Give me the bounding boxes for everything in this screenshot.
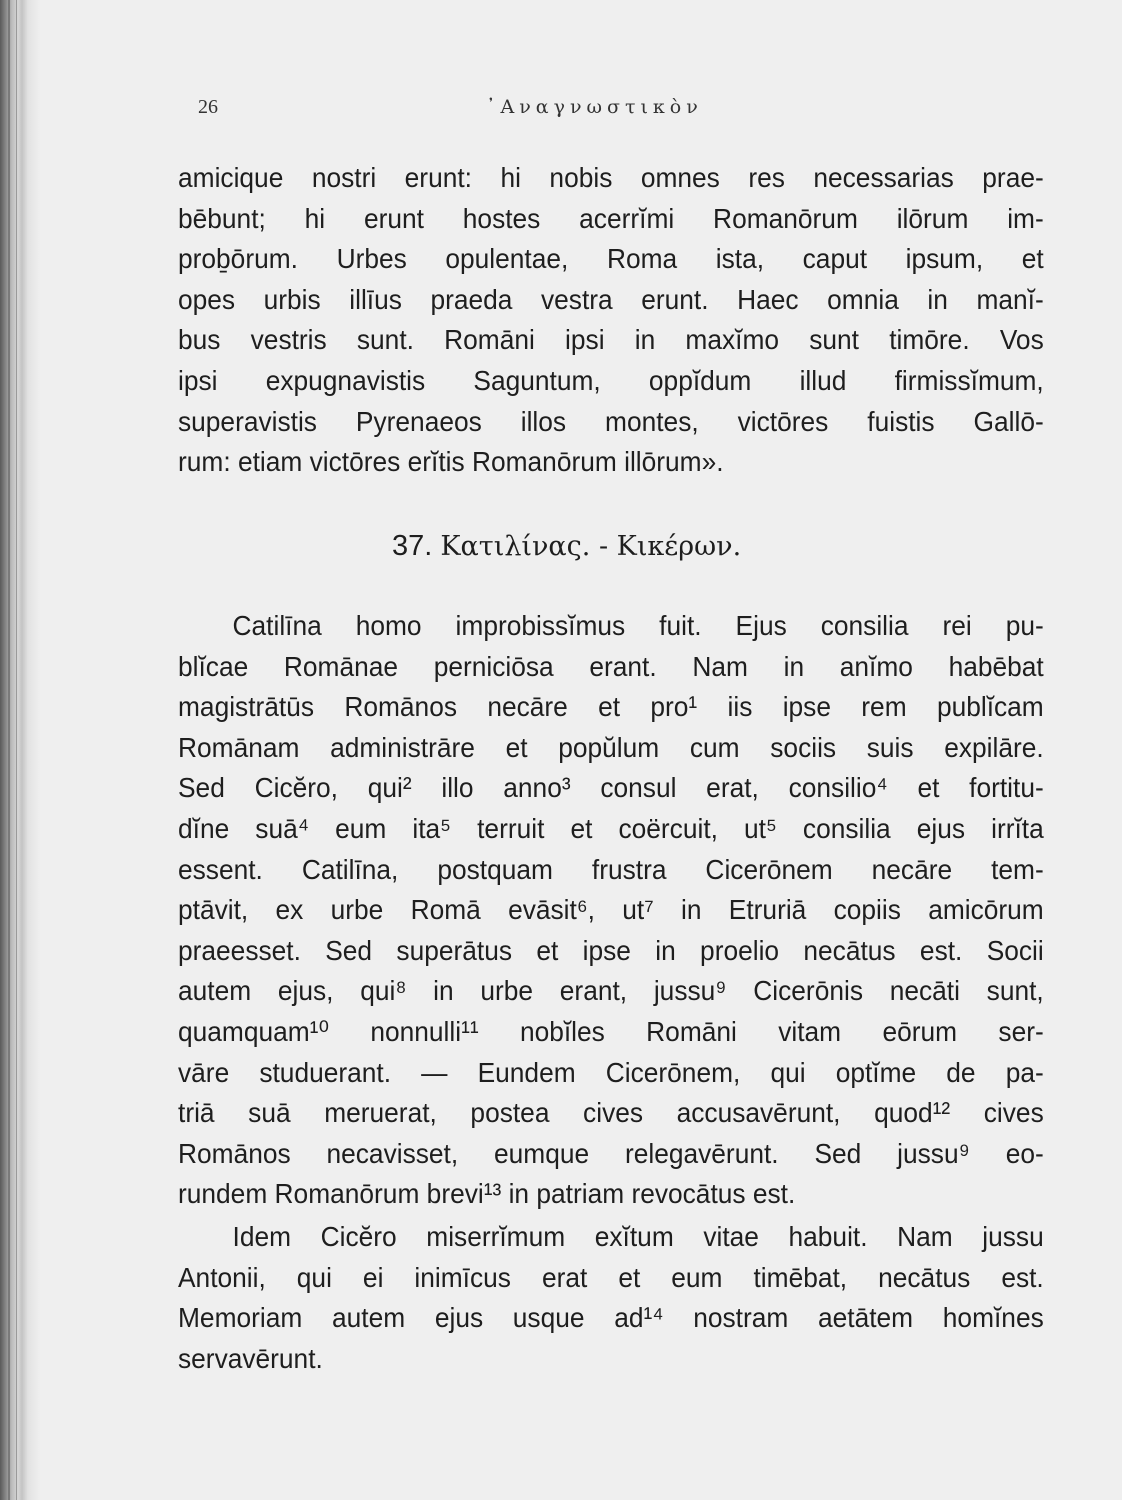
text-line: triā suā meruerat, postea cives accusavērunt, quod¹² cives — [178, 1097, 1044, 1129]
text-line: bēbunt; hi erunt hostes acerrĭmi Romanōrum ilōrum im- — [178, 202, 1044, 234]
text-line: ptāvit, ex urbe Romā evāsit⁶, ut⁷ in Etruriā copiis amicōrum — [178, 894, 1044, 926]
paragraph-continuation — [178, 158, 1044, 483]
text-line: vāre studuerant. — Eundem Cicerōnem, qui optĭme de pa- — [178, 1056, 1044, 1088]
page-header — [198, 96, 918, 126]
text-line: superavistis Pyrenaeos illos montes, victōres fuistis Gallō- — [178, 405, 1044, 437]
binding-line — [16, 0, 17, 1500]
page-number: 26 — [198, 96, 218, 118]
text-line: rum: etiam victōres erĭtis Romanōrum illōrum». — [178, 446, 724, 478]
text-line: opes urbis illīus praeda vestra erunt. Haec omnia in manĭ- — [178, 283, 1044, 315]
text-line: ipsi expugnavistis Saguntum, oppĭdum illud firmissĭmum, — [178, 364, 1044, 396]
text-line: Catilīna homo improbissĭmus fuit. Ejus consilia rei pu- — [232, 610, 1044, 641]
paragraph-cicero-death — [178, 1217, 1044, 1379]
text-line: Romānam administrāre et popŭlum cum sociis suis expilāre. — [178, 731, 1044, 763]
text-line: rundem Romanōrum brevi¹³ in patriam revocātus est. — [178, 1178, 796, 1210]
section-number: 37. — [392, 530, 433, 562]
paragraph — [178, 158, 1044, 483]
section-heading — [392, 530, 741, 563]
text-line: Sed Cicĕro, qui² illo anno³ consul erat, consilio⁴ et fortitu- — [178, 772, 1044, 804]
text-line: servavērunt. — [178, 1342, 323, 1374]
text-line: quamquam¹⁰ nonnulli¹¹ nobĭles Romāni vitam eōrum ser- — [178, 1015, 1044, 1047]
text-line: Antonii, qui ei inimīcus erat et eum timēbat, necātus est. — [178, 1261, 1044, 1293]
text-line: blĭcae Romānae perniciōsa erant. Nam in anĭmo habēbat — [178, 650, 1044, 682]
text-line: praeesset. Sed superātus et ipse in proelio necātus est. Socii — [178, 934, 1044, 966]
text-line: bus vestris sunt. Romāni ipsi in maxĭmo sunt timōre. Vos — [178, 324, 1044, 356]
text-line: Idem Cicĕro miserrĭmum exĭtum vitae habuit. Nam jussu — [232, 1221, 1044, 1252]
text-line: magistrātūs Romānos necāre et pro¹ iis ipse rem publĭcam — [178, 691, 1044, 723]
paragraph — [178, 606, 1044, 1215]
text-line: Memoriam autem ejus usque ad¹⁴ nostram aetātem homĭnes — [178, 1302, 1044, 1334]
paragraph-catilina — [178, 606, 1044, 1215]
book-binding-edge — [0, 0, 40, 1500]
binding-line — [8, 0, 10, 1500]
text-line: autem ejus, qui⁸ in urbe erant, jussu⁹ Cicerōnis necāti sunt, — [178, 975, 1044, 1007]
text-line: essent. Catilīna, postquam frustra Cicerōnem necāre tem- — [178, 853, 1044, 885]
text-line: proḇōrum. Urbes opulentae, Roma ista, caput ipsum, et — [178, 243, 1044, 275]
running-head: ᾿Αναγνωστικὸν — [486, 96, 703, 118]
text-line: dĭne suā⁴ eum ita⁵ terruit et coërcuit, ut⁵ consilia ejus irrĭta — [178, 812, 1044, 844]
text-line: amicique nostri erunt: hi nobis omnes res necessarias prae- — [178, 162, 1044, 193]
paragraph — [178, 1217, 1044, 1379]
section-title: Κατιλίνας. - Κικέρων. — [440, 531, 742, 562]
text-line: Romānos necavisset, eumque relegavērunt. Sed jussu⁹ eo- — [178, 1137, 1044, 1169]
